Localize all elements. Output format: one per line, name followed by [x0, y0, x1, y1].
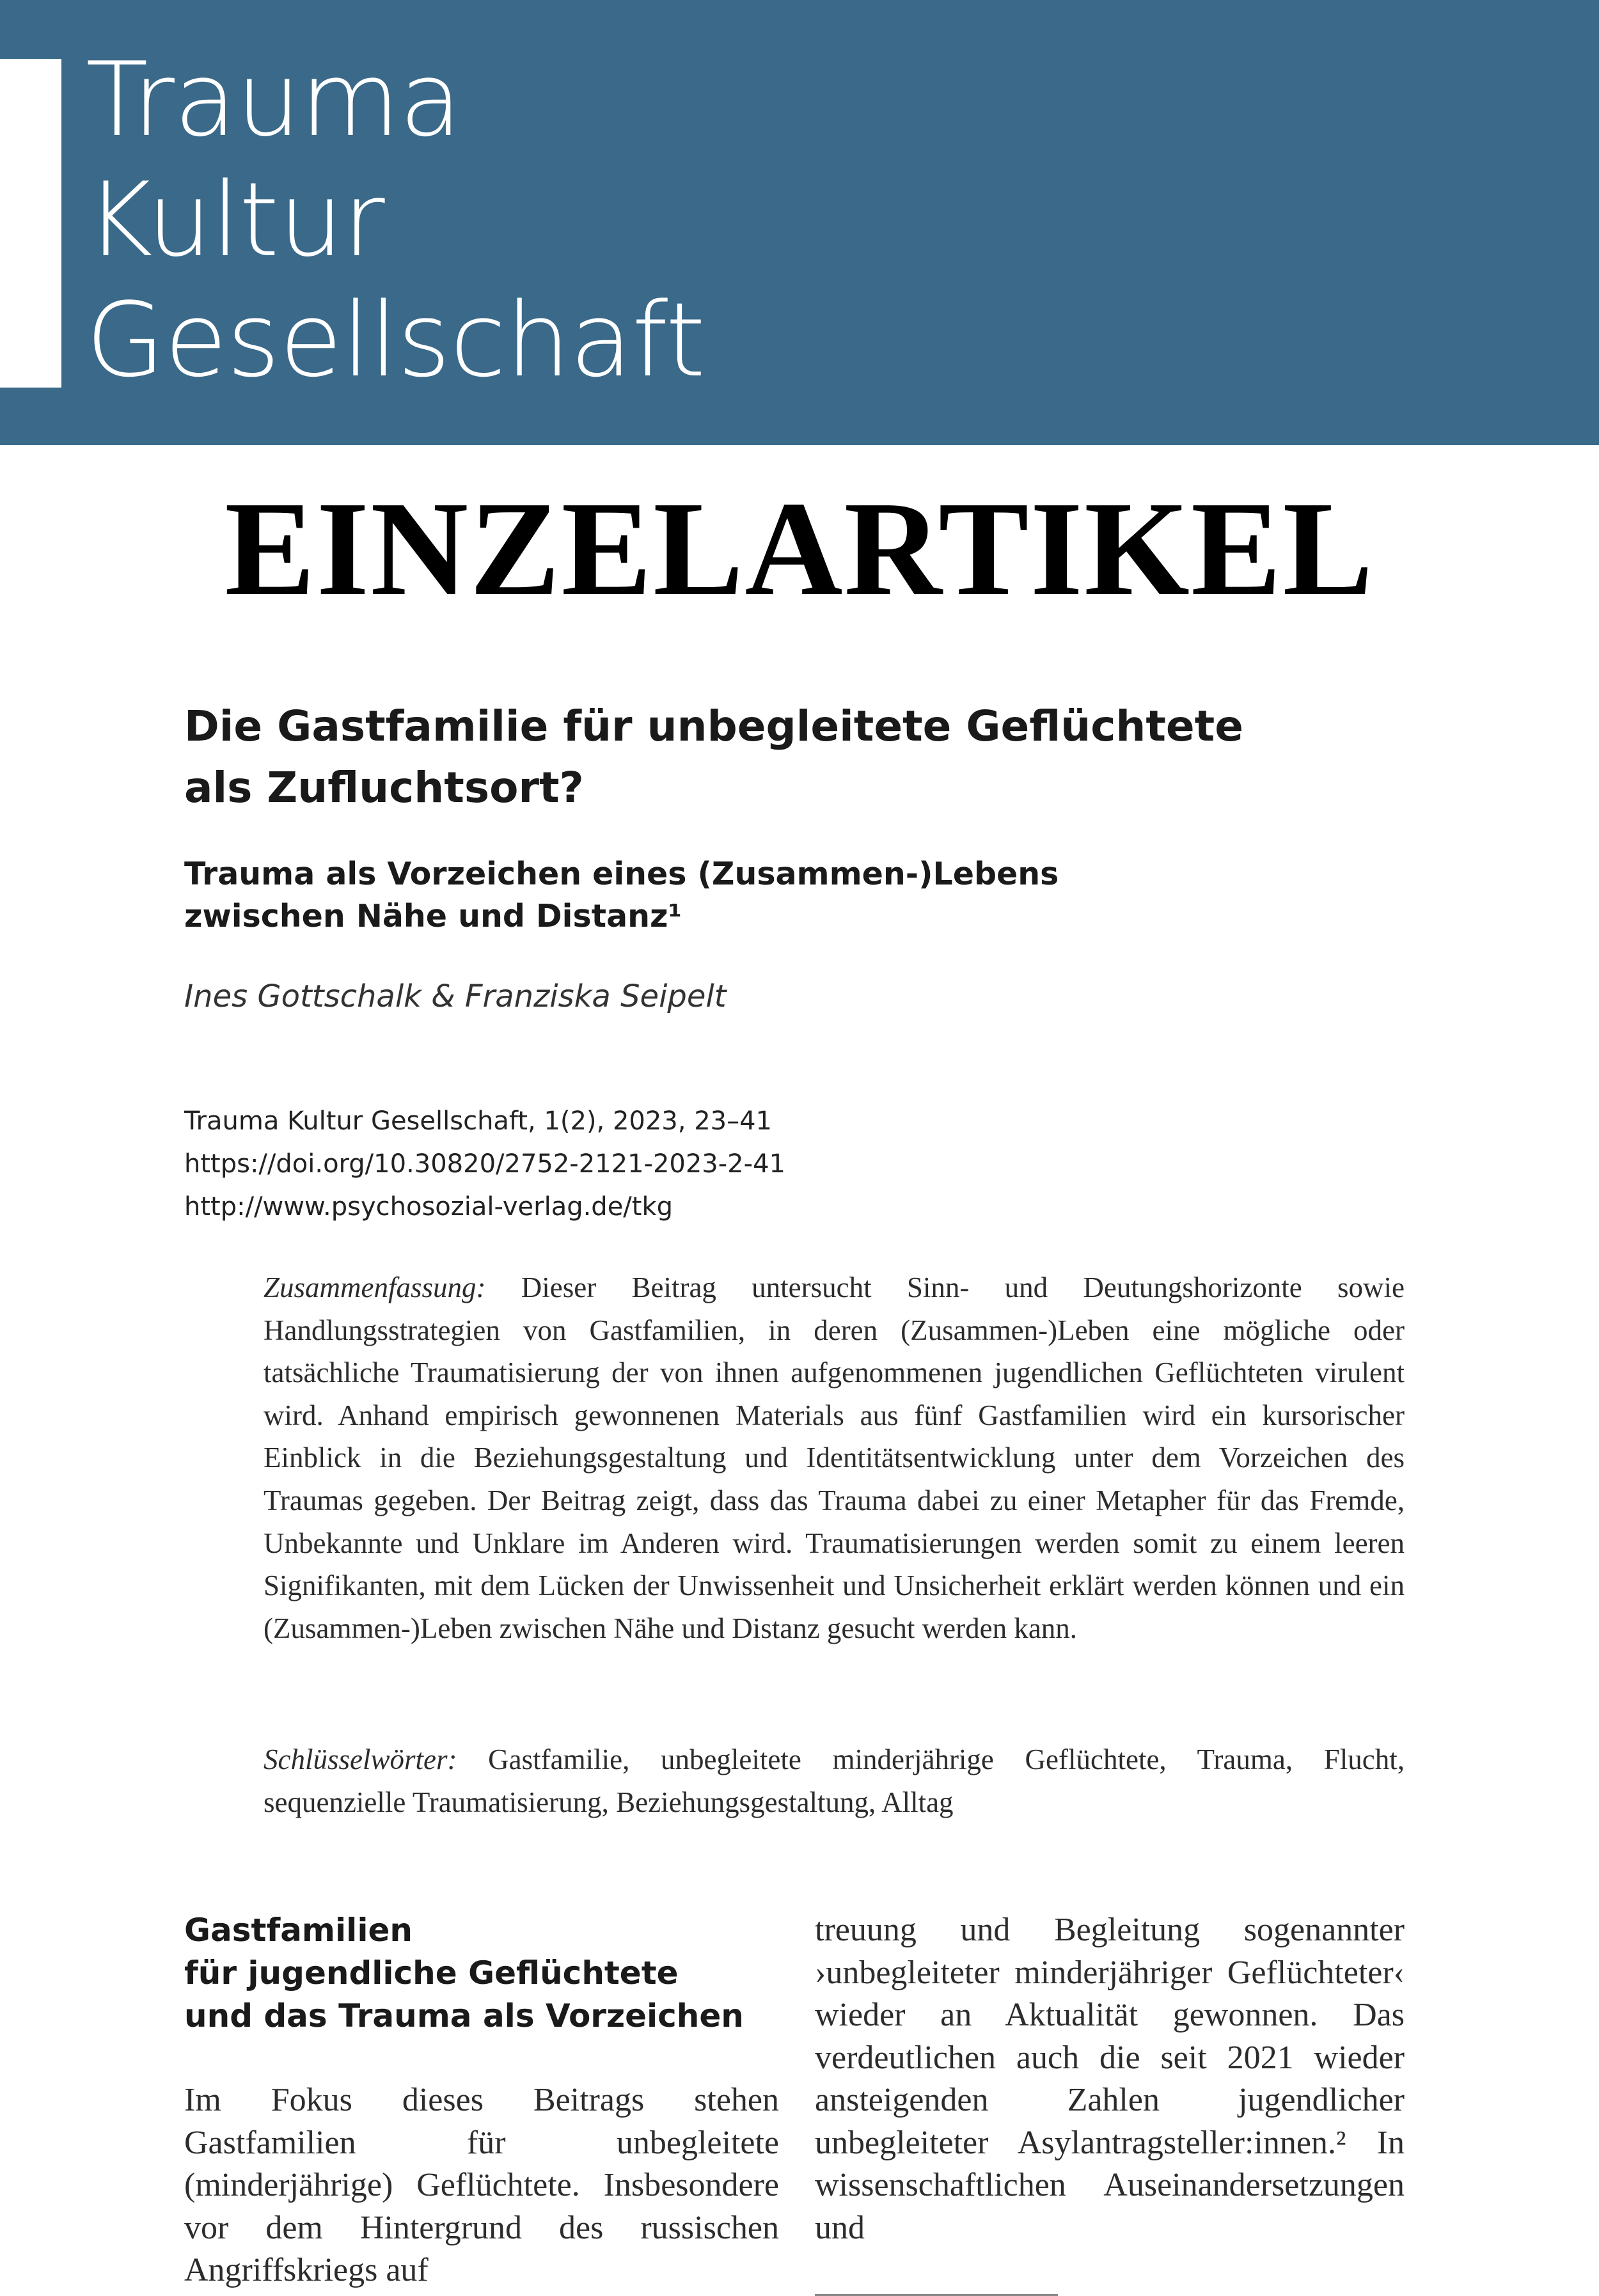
journal-logo	[86, 40, 705, 400]
article-metadata	[184, 1100, 785, 1229]
article-title	[184, 696, 1399, 819]
citation-line: Trauma Kultur Gesellschaft, 1(2), 2023, 23–41	[184, 1106, 772, 1136]
body-column-left	[184, 1909, 779, 2292]
section-heading-line: Gastfamilien	[184, 1912, 413, 1949]
article-authors: Ines Gottschalk & Franziska Seipelt	[184, 979, 727, 1014]
einzelartikel-stamp: EINZELARTIKEL	[224, 473, 1375, 624]
section-heading-line: für jugendliche Geflüchtete	[184, 1954, 679, 1992]
journal-banner	[0, 0, 1599, 445]
article-title-line: als Zufluchtsort?	[184, 763, 584, 812]
journal-url-link[interactable]: http://www.psychosozial-verlag.de/tkg	[184, 1192, 673, 1222]
journal-logo-line: Gesellschaft	[86, 280, 705, 400]
article-title-line: Die Gastfamilie für unbegleitete Geflüchtete	[184, 702, 1243, 751]
body-paragraph: treuung und Begleitung sogenannter ›unbegleiteter minderjähriger Geflüchteter‹ wieder an Aktualität gewonnen. Das verdeutlichen auch die seit 2021 wieder ansteigenden Zahlen jugendlicher unbegleiteter Asylantragsteller:innen.² In wissenschaftlichen Auseinandersetzungen und	[815, 1912, 1405, 2246]
keywords	[264, 1738, 1405, 1823]
abstract	[264, 1266, 1405, 1649]
abstract-label: Zusammenfassung:	[264, 1271, 486, 1303]
keywords-text: Gastfamilie, unbegleitete minderjährige Geflüchtete, Trauma, Flucht, sequenzielle Traumatisierung, Beziehungsgestaltung, Alltag	[264, 1743, 1405, 1818]
keywords-label: Schlüsselwörter:	[264, 1743, 457, 1775]
banner-accent-bar	[0, 59, 61, 388]
journal-logo-line: Trauma	[86, 40, 462, 159]
section-heading-line: und das Trauma als Vorzeichen	[184, 1997, 744, 2034]
article-subtitle-line: zwischen Nähe und Distanz¹	[184, 898, 682, 934]
journal-logo-line: Kultur	[86, 160, 384, 279]
article-subtitle	[184, 853, 1399, 938]
body-paragraph: Im Fokus dieses Beitrags stehen Gastfamilien für unbegleitete (minderjährige) Geflüchtete. Insbesondere vor dem Hintergrund des russischen Angriffskriegs auf	[184, 2082, 779, 2288]
body-column-right	[815, 1909, 1405, 2296]
abstract-text: Dieser Beitrag untersucht Sinn- und Deutungshorizonte sowie Handlungsstrategien von Gastfamilien, in deren (Zusammen-)Leben eine mögliche oder tatsächliche Traumatisierung der von ihnen aufgenommenen jugendlichen Geflüchteten virulent wird. Anhand empirisch gewonnenen Materials aus fünf Gastfamilien wird ein kursorischer Einblick in die Beziehungsgestaltung und Identitätsentwicklung unter dem Vorzeichen des Traumas gegeben. Der Beitrag zeigt, dass das Trauma dabei zu einer Metapher für das Fremde, Unbekannte und Unklare im Anderen wird. Traumatisierungen werden somit zu einem leeren Signifikanten, mit dem Lücken der Unwissenheit und Unsicherheit erklärt werden können und ein (Zusammen-)Leben zwischen Nähe und Distanz gesucht werden kann.	[264, 1271, 1405, 1644]
section-heading	[184, 1909, 779, 2038]
doi-link[interactable]: https://doi.org/10.30820/2752-2121-2023-2-41	[184, 1149, 785, 1179]
article-subtitle-line: Trauma als Vorzeichen eines (Zusammen-)Lebens	[184, 856, 1059, 892]
